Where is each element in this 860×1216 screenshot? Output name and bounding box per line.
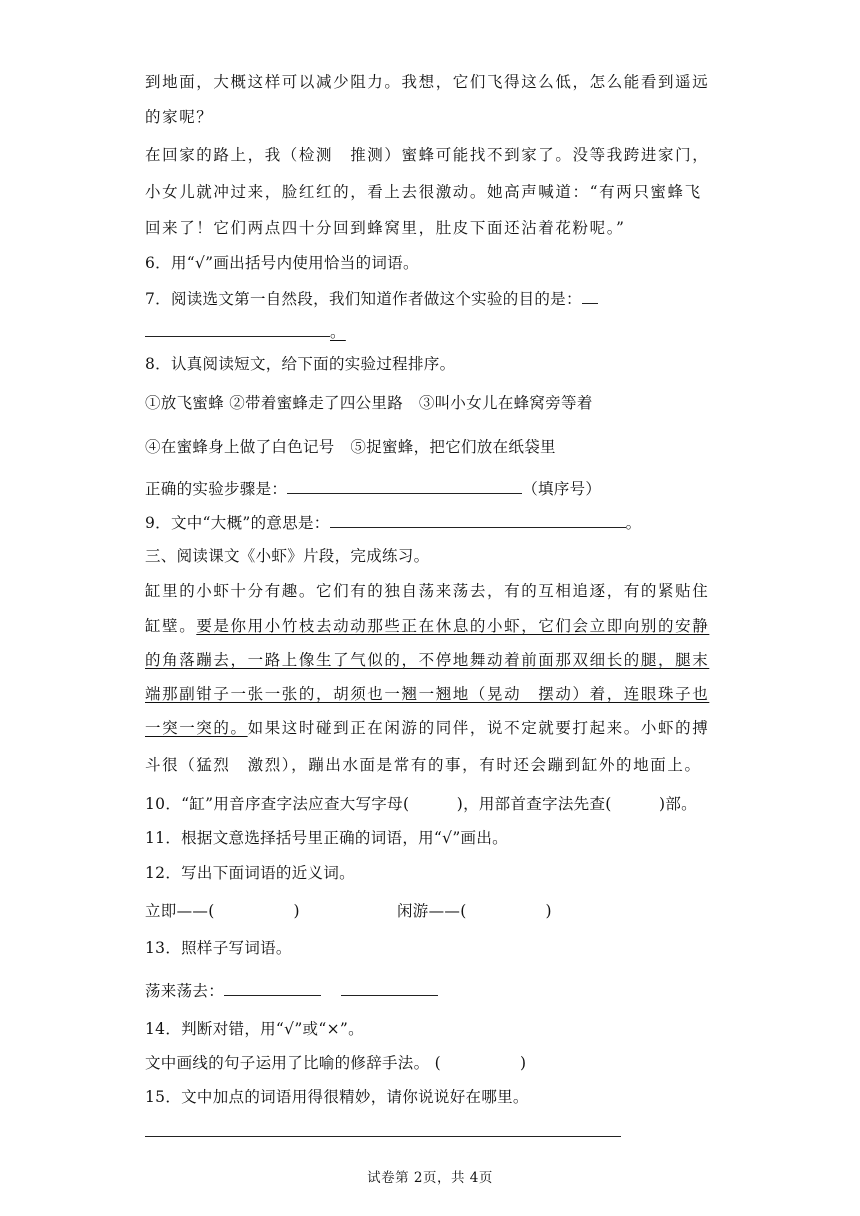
question-14: 14．判断对错，用“√”或“×”。 xyxy=(145,1020,364,1038)
question-12: 12．写出下面词语的近义词。 xyxy=(145,864,355,882)
question-9 xyxy=(145,512,641,533)
passage-line: 小女儿就冲过来，脸红红的，看上去很激动。她高声喊道：“有两只蜜蜂飞 xyxy=(145,183,702,201)
example-words xyxy=(145,980,438,1001)
excerpt-line: 缸里的小虾十分有趣。它们有的独自荡来荡去，有的互相追逐，有的紧贴住 xyxy=(145,582,710,600)
steps-answer xyxy=(145,478,601,499)
excerpt-line xyxy=(145,718,709,738)
underlined-sentence: 一突一突的。 xyxy=(145,719,248,737)
passage-line: 的家呢？ xyxy=(145,108,214,126)
underlined-sentence: 要是你用小竹枝去动动那些正在休息的小虾，它们会立即向别的安静 xyxy=(196,617,710,635)
answer-line[interactable] xyxy=(145,1136,621,1137)
passage-line: 到地面，大概这样可以减少阻力。我想，它们飞得这么低，怎么能看到遥远 xyxy=(145,73,710,91)
excerpt-text: 如果这时碰到正在闲游的同伴，说不定就要打起来。小虾的搏 xyxy=(247,719,710,737)
question-7-end: 。 xyxy=(330,323,346,341)
synonym-2: 闲游——( ) xyxy=(397,902,552,920)
excerpt-line xyxy=(145,616,709,636)
excerpt-line: 斗很（猛烈 激烈），蹦出水面是常有的事，有时还会蹦到缸外的地面上。 xyxy=(145,756,702,774)
question-11: 11．根据文意选择括号里正确的词语，用“√”画出。 xyxy=(145,829,508,847)
excerpt-text: 缸壁。 xyxy=(145,617,197,635)
passage-line: 在回家的路上，我（检测 推测）蜜蜂可能找不到家了。没等我跨进家门， xyxy=(145,146,710,164)
judge-statement: 文中画线的句子运用了比喻的修辞手法。 ( ) xyxy=(145,1054,527,1072)
passage-line: 回来了！它们两点四十分回到蜂窝里，肚皮下面还沾着花粉呢。” xyxy=(145,219,626,237)
answer-blank[interactable] xyxy=(582,288,598,304)
question-15: 15．文中加点的词语用得很精妙，请你说说好在哪里。 xyxy=(145,1088,529,1106)
steps-answer-hint: （填序号） xyxy=(522,480,602,498)
steps-line-1: ①放飞蜜蜂 ②带着蜜蜂走了四公里路 ③叫小女儿在蜂窝旁等着 xyxy=(145,394,593,412)
answer-blank[interactable] xyxy=(145,321,330,337)
question-7-text: 7．阅读选文第一自然段，我们知道作者做这个实验的目的是： xyxy=(145,290,582,308)
question-13: 13．照样子写词语。 xyxy=(145,939,292,957)
example-label: 荡来荡去： xyxy=(145,982,225,1000)
underlined-sentence: 端那副钳子一张一张的，胡须也一翘一翘地（晃动 摆动）着，连眼珠子也 xyxy=(145,685,710,703)
answer-blank[interactable] xyxy=(224,980,321,996)
steps-line-2: ④在蜜蜂身上做了白色记号 ⑤捉蜜蜂，把它们放在纸袋里 xyxy=(145,438,556,456)
underlined-sentence: 的角落蹦去，一路上像生了气似的，不停地舞动着前面那双细长的腿，腿末 xyxy=(145,651,710,669)
section-3-heading: 三、阅读课文《小虾》片段，完成练习。 xyxy=(145,547,430,565)
question-7 xyxy=(145,288,598,309)
question-10: 10．“缸”用音序查字法应查大写字母( )，用部首查字法先查( )部。 xyxy=(145,795,697,813)
answer-blank[interactable] xyxy=(330,512,626,528)
question-8: 8．认真阅读短文，给下面的实验过程排序。 xyxy=(145,355,456,373)
answer-blank[interactable] xyxy=(287,478,522,494)
question-9-text: 9．文中“大概”的意思是： xyxy=(145,514,330,532)
question-7-continued xyxy=(145,321,346,342)
steps-answer-label: 正确的实验步骤是： xyxy=(145,480,288,498)
synonym-1: 立即——( ) xyxy=(145,902,300,920)
page-footer: 试卷第 2页，共 4页 xyxy=(367,1170,493,1186)
question-6: 6．用“√”画出括号内使用恰当的词语。 xyxy=(145,254,419,272)
answer-blank[interactable] xyxy=(341,980,438,996)
question-9-end: 。 xyxy=(625,514,642,532)
